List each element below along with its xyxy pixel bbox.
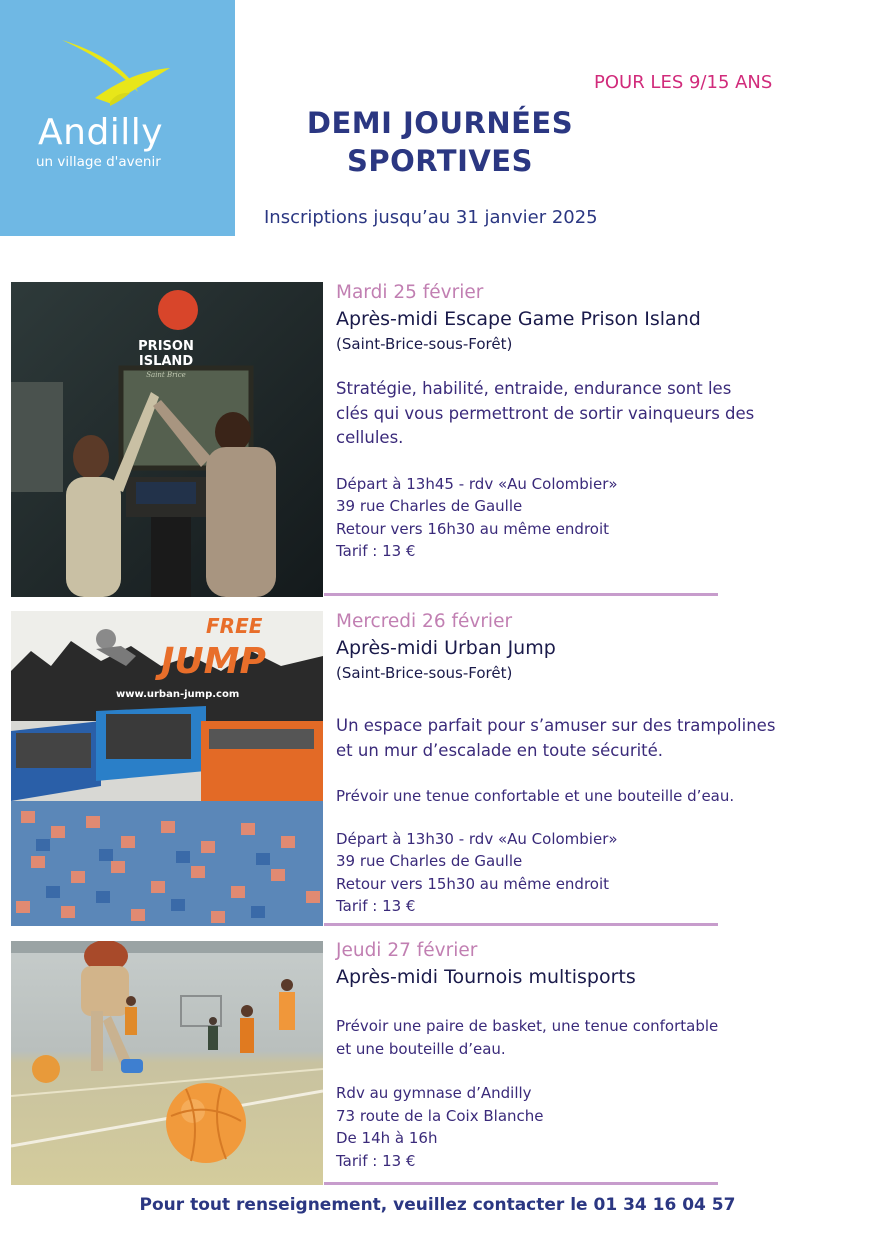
event-2-desc-1: Un espace parfait pour s’amuser sur des trampolines [336,716,776,735]
divider [324,593,718,596]
event-2-price: Tarif : 13 € [336,897,416,915]
event-1-price: Tarif : 13 € [336,542,416,560]
event-1-departure: Départ à 13h45 - rdv «Au Colombier» [336,474,618,493]
event-1-info [336,279,836,563]
event-1-address: 39 rue Charles de Gaulle [336,497,523,515]
logo-tagline: un village d'avenir [36,154,161,170]
event-3-info [336,937,836,1172]
andilly-logo [0,0,235,236]
event-3-address: 73 route de la Coix Blanche [336,1106,544,1125]
event-1-return: Retour vers 16h30 au même endroit [336,519,610,538]
event-2-desc-2: et un mur d’escalade en toute sécurité. [336,740,664,760]
event-2-departure: Départ à 13h30 - rdv «Au Colombier» [336,829,618,848]
title-line-1: DEMI JOURNÉES [306,106,574,140]
event-1-desc-2: clés qui vous permettront de sortir vainqueurs des [336,403,755,423]
event-2-return: Retour vers 15h30 au même endroit [336,874,610,893]
event-1-location: (Saint-Brice-sous-Forêt) [336,335,513,353]
age-range: POUR LES 9/15 ANS [594,72,773,93]
photo-url: www.urban-jump.com [116,689,240,700]
logo-name: Andilly [38,112,164,153]
event-3-time: De 14h à 16h [336,1129,438,1147]
contact-footer: Pour tout renseignement, veuillez contacter le 01 34 16 04 57 [139,1195,736,1215]
photo-sign-line-2: ISLAND [138,354,194,369]
event-2-activity: Après-midi Urban Jump [336,637,556,659]
title-line-2: SPORTIVES [346,144,534,178]
photo-sign-line-1: PRISON [138,339,194,354]
divider [324,1182,718,1185]
event-1-date: Mardi 25 février [336,282,484,303]
multisports-photo [11,941,323,1185]
event-2-date: Mercredi 26 février [336,611,513,632]
event-1-desc-1: Stratégie, habilité, entraide, endurance sont les [336,379,732,398]
event-3-desc-2: et une bouteille d’eau. [336,1039,506,1058]
event-3-meeting: Rdv au gymnase d’Andilly [336,1084,532,1102]
photo-sign-sub: Saint Brice [146,371,186,379]
event-2-note: Prévoir une tenue confortable et une bouteille d’eau. [336,787,735,805]
page-title [250,104,630,180]
divider [324,923,718,926]
photo-free: FREE [206,614,263,638]
event-3-desc-1: Prévoir une paire de basket, une tenue confortable [336,1017,719,1035]
event-1-desc-3: cellules. [336,428,404,447]
event-2-info [336,608,836,918]
event-2-address: 39 rue Charles de Gaulle [336,852,523,870]
event-3-date: Jeudi 27 février [336,940,478,961]
photo-jump: JUMP [161,641,266,682]
event-2-location: (Saint-Brice-sous-Forêt) [336,664,513,682]
event-3-price: Tarif : 13 € [336,1151,416,1170]
inscriptions-deadline: Inscriptions jusqu’au 31 janvier 2025 [264,207,598,228]
urban-jump-photo [11,611,323,926]
event-3-activity: Après-midi Tournois multisports [336,966,636,988]
event-1-activity: Après-midi Escape Game Prison Island [336,308,701,330]
prison-island-photo [11,282,323,597]
